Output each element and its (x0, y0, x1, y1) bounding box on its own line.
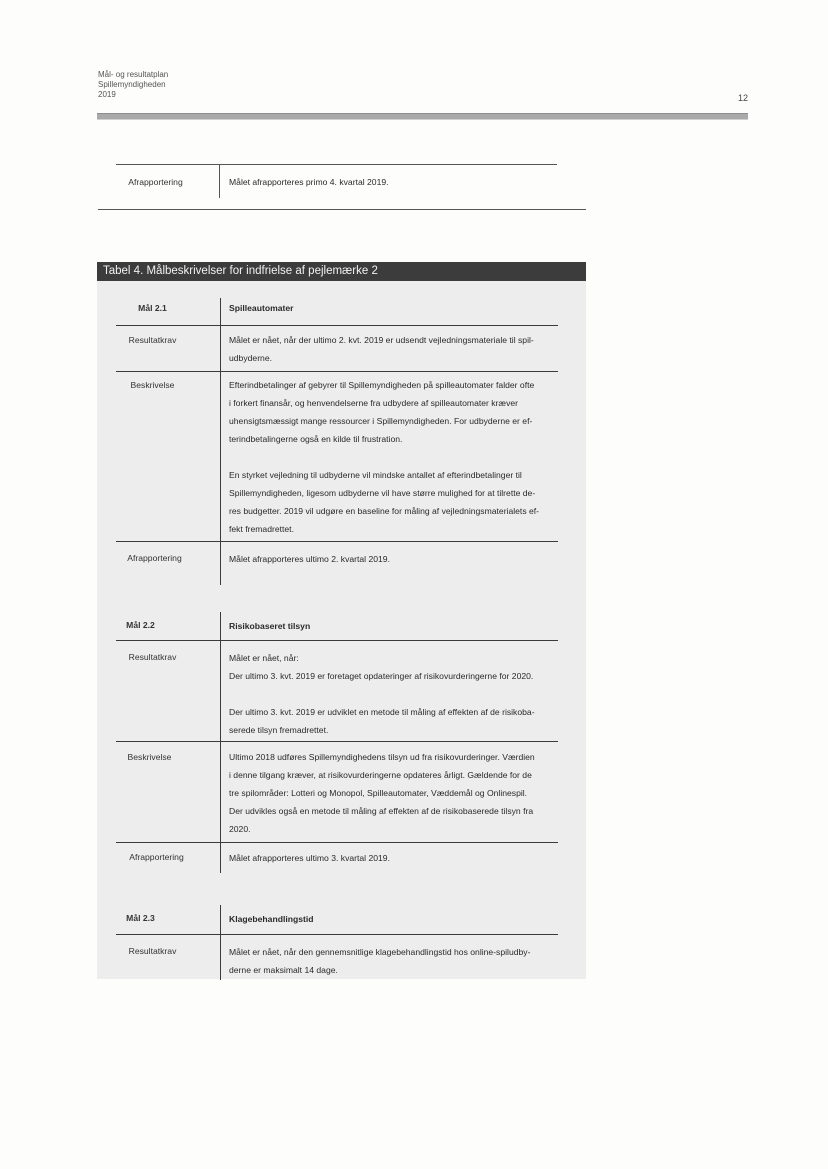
goal-title: Klagebehandlingstid (229, 914, 314, 924)
header-plan-title: Mål- og resultatplan (98, 70, 169, 79)
afrapportering-label: Afrapportering (129, 852, 184, 862)
divider (116, 541, 558, 542)
previous-table-continuation (98, 164, 586, 210)
divider (116, 934, 558, 935)
afrapportering-text: Målet afrapporteres primo 4. kvartal 2019. (229, 177, 389, 187)
divider (116, 371, 558, 372)
divider (116, 842, 558, 843)
resultatkrav-text: Målet er nået, når: Der ultimo 3. kvt. 2019 er foretaget opdateringer af risikovurderingerne for 2020. Der ultimo 3. kvt. 2019 er udviklet en metode til måling af effekten af de risikoba- serede tilsyn fremadrettet. (229, 653, 535, 735)
header-year: 2019 (98, 90, 116, 99)
resultatkrav-text: Målet er nået, når den gennemsnitlige klagebehandlingstid hos online-spiludby- derne er maksimalt 14 dage. (229, 947, 531, 975)
goal-id: Mål 2.1 (138, 303, 167, 313)
header-organization: Spillemyndigheden (98, 80, 166, 89)
table-title: Tabel 4. Målbeskrivelser for indfrielse af pejlemærke 2 (97, 262, 586, 281)
divider (116, 640, 558, 641)
resultatkrav-label: Resultatkrav (128, 652, 177, 662)
divider (116, 741, 558, 742)
divider (98, 209, 586, 210)
resultatkrav-text: Målet er nået, når der ultimo 2. kvt. 2019 er udsendt vejledningsmateriale til spil- udbyderne. (229, 335, 534, 363)
column-divider (219, 165, 220, 198)
afrapportering-text: Målet afrapporteres ultimo 3. kvartal 2019. (229, 853, 390, 863)
column-divider (220, 612, 221, 873)
goal-title: Spilleautomater (229, 303, 294, 313)
resultatkrav-label: Resultatkrav (128, 335, 177, 345)
afrapportering-label: Afrapportering (127, 553, 182, 563)
beskrivelse-label: Beskrivelse (127, 752, 172, 762)
resultatkrav-label: Resultatkrav (128, 946, 177, 956)
goal-id: Mål 2.3 (126, 913, 155, 923)
header-divider (97, 113, 748, 120)
goal-id: Mål 2.2 (126, 620, 155, 630)
page-number: 12 (737, 93, 748, 103)
goal-title: Risikobaseret tilsyn (229, 621, 311, 631)
beskrivelse-label: Beskrivelse (130, 380, 175, 390)
beskrivelse-text: Ultimo 2018 udføres Spillemyndighedens tilsyn ud fra risikovurderinger. Værdien i denne tilgang kræver, at risikovurderingerne opdateres årligt. Gældende for de tre spilområder: Lotteri og Monopol, Spilleautomater, Væddemål og Onlinespil. Der udvikles også en metode til måling af effekten af de risikobaserede tilsyn fra 2020. (229, 752, 535, 834)
afrapportering-label: Afrapportering (128, 177, 183, 187)
beskrivelse-text: Efterindbetalinger af gebyrer til Spillemyndigheden på spilleautomater falder ofte i forkert finansår, og henvendelserne fra udbydere af spilleautomater kræver uhensigtsmæssigt mange ressourcer i Spillemyndigheden. For udbyderne er ef- terindbetalingerne også en kilde til frustration. En styrket vejledning til udbyderne vil mindske antallet af efterindbetalinger til Spillemyndigheden, ligesom udbyderne vil have større mulighed for at tilrette de- res budgetter. 2019 vil udgøre en baseline for måling af vejledningsmaterialets ef- fekt fremadrettet. (229, 380, 540, 534)
document-header (98, 70, 168, 100)
divider (116, 325, 558, 326)
column-divider (220, 905, 221, 980)
divider (116, 164, 557, 165)
afrapportering-text: Målet afrapporteres ultimo 2. kvartal 2019. (229, 554, 390, 564)
